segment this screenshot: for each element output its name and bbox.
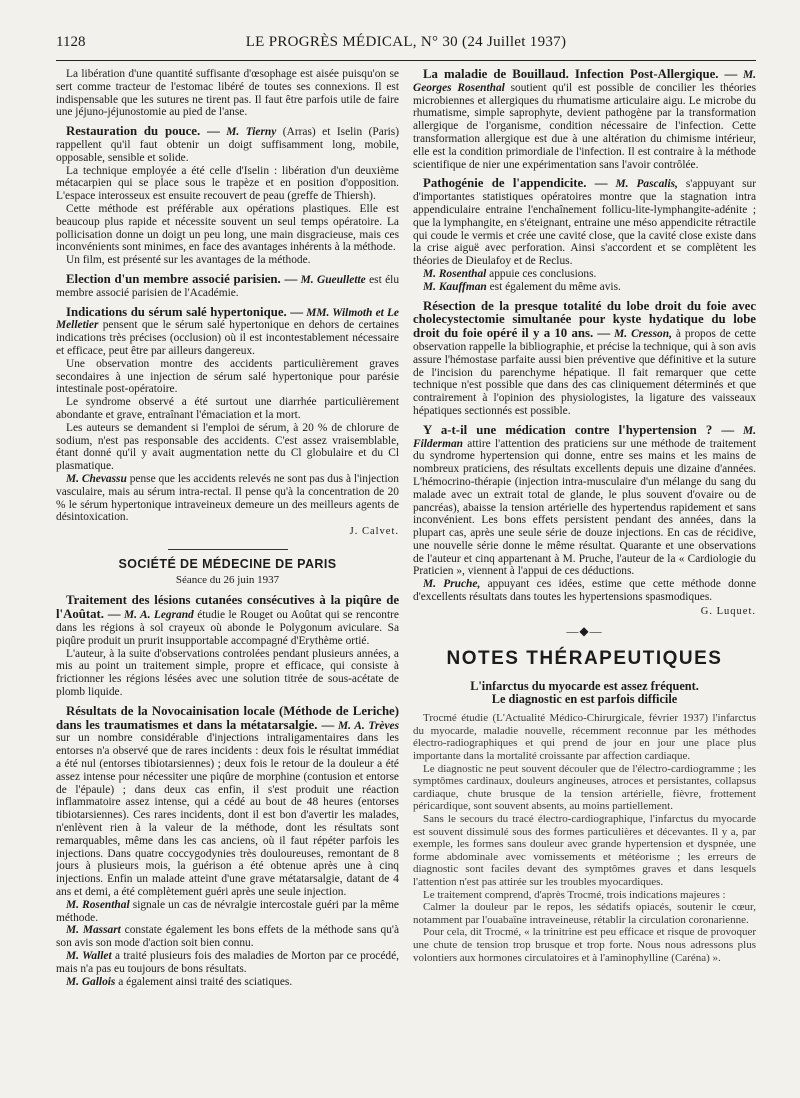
section-bouillaud [413, 68, 756, 171]
header-rule [56, 60, 756, 61]
paragraph: Les auteurs se demandent si l'emploi de sérum, à 20 % de chlorure de sodium, n'est pas responsable des accidents. C'est assez vraisemblable, étant donné qu'il y avait augmentation nette du Cl globulaire et du Cl plasmatique. [56, 421, 399, 473]
section-text: sur un nombre considérable d'injections intraligamentaires dans les entorses n'a observé que de rares incidents : deux fois le résultat immédiat a été nul (entorses tibiotarsiennes) ; deux fois le retour de la douleur a été assez intense pour nécessiter une piqûre de morphine (contusion et entorse de l'épaule) ; dans deux cas enfin, il s'est produit une réaction inflammatoire assez intense, qui a cédé au bout de 48 heures (entorses tibiotarsiennes). Ces rares incidents, dont il est bon d'avertir les malades, n'enlèvent rien à la valeur de la méthode, dont les résultats sont remarquables, même dans les cas anciens, où il faut répéter parfois les injections. Dans quatre coccygodynies très douloureuses, remontant de 8 jours à plusieurs mois, la guérison a été obtenue après une à cinq injections. Enfin un malade atteint d'une grave métatarsalgie, datant de 4 ans et demi, a été complètement guéri après une seule injection. [56, 732, 399, 899]
section-appendicite [413, 177, 756, 268]
author-names: M. Massart [66, 924, 121, 937]
section-title: Résultats de la Novocainisation locale (Méthode de Leriche) dans les traumatismes et dans la métatarsalgie. — [56, 703, 399, 732]
paragraph [56, 950, 399, 976]
paragraph: Pour cela, dit Trocmé, « la trinitrine est peu efficace et risque de provoquer une chute de tension trop brusque et trop forte. Nous nous adressons plus volontiers aux hormones circulatoires et à l'aminophylline (Caréna) ». [413, 926, 756, 964]
author-names: M. A. Legrand [124, 609, 194, 622]
paragraph: Le syndrome observé a été surtout une diarrhée particulièrement abondante et grave, entraînant l'émaciation et la mort. [56, 396, 399, 421]
author-names: M. Pascalis, [615, 178, 678, 191]
divider [168, 549, 288, 550]
right-column [413, 68, 756, 1092]
section-text: a traité plusieurs fois des maladies de Morton par ce procédé, mais n'a pas eu toujours de bons résultats. [56, 950, 399, 975]
paragraph [413, 268, 756, 281]
author-names: M. Rosenthal [423, 267, 487, 280]
two-column-body [56, 68, 756, 1092]
paragraph [413, 578, 756, 604]
notes-title: NOTES THÉRAPEUTIQUES [446, 648, 723, 670]
section-text: (Arras) et Iselin (Paris) rappellent qu'il faut obtenir un doigt suffisamment long, mobile, opposable, sensible et solide. [56, 126, 399, 164]
article-title-line: L'infarctus du myocarde est assez fréquent. [470, 679, 699, 694]
section-text: est également du même avis. [489, 280, 621, 293]
paragraph: Le traitement comprend, d'après Trocmé, trois indications majeures : [423, 888, 726, 901]
author-names: M. Gallois [66, 975, 116, 988]
left-column [56, 68, 399, 1092]
section-restauration-pouce [56, 125, 399, 164]
society-title: SOCIÉTÉ DE MÉDECINE DE PARIS [118, 556, 337, 571]
section-text: est élu membre associé parisien de l'Académie. [56, 273, 399, 299]
author-names: M. Cresson, [614, 328, 672, 341]
author-names: M. A. Trèves [338, 719, 399, 732]
session-date: Séance du 26 juin 1937 [175, 573, 280, 586]
paragraph [56, 899, 399, 925]
section-serum-sale [56, 306, 399, 358]
article-body [413, 712, 756, 964]
paragraph [56, 976, 399, 989]
author-names: M. Wallet [66, 950, 112, 962]
paragraph [56, 473, 399, 524]
ornament-divider: —◆— [566, 623, 603, 638]
author-names: M. Rosenthal [66, 898, 130, 911]
section-text: attire l'attention des praticiens sur une méthode de traitement du syndrome hypertension qui donne, entre ses mains et les mains de nombreux praticiens, des résultats excellents depuis une dizaine d'années. L'hémocrino-thérapie (injection intra-musculaire d'un mélange du sang du malade avec un extrait total de glande, le plus souvent d'ovaire ou de pancréas), abaisse la tension artérielle des hypertendus rapidement et sans inconvénient. Les bons effets persistent pendant des années, dans la plupart cas, après une seule série de douze injections. En cas de récidive, une nouvelle série donne le même résultat. Quarante et une observations de l'auteur et cinq appartenant à M. Pruche, l'auteur de la « Cardiologie du Praticien », viennent à l'appui de ces déductions. [413, 437, 756, 578]
section-text: signale un cas de névralgie intercostale guéri par la même méthode. [56, 898, 399, 924]
section-title: Election d'un membre associé parisien. — [66, 271, 298, 286]
section-election [56, 273, 399, 300]
article-title [413, 680, 756, 706]
paragraph: Cette méthode est préférable aux opérations plastiques. Elle est beaucoup plus rapide et nécessite souvent un seul temps opératoire. La pollicisation donne un doigt un peu long, une main disgracieuse, mais ces inconvénients sont minimes, en face des avantages inhérents à la méthode. [56, 202, 399, 254]
section-title: Traitement des lésions cutanées consécutives à la piqûre de l'Aoûtat. — [56, 593, 399, 622]
section-novocainisation [56, 705, 399, 899]
section-hypertension [413, 424, 756, 579]
section-aoutat [56, 594, 399, 647]
section-title: Restauration du pouce. — [66, 124, 220, 139]
author-names: M. Filderman [413, 424, 756, 450]
section-title: Indications du sérum salé hypertonique. — [66, 304, 304, 319]
author-names: M. Kauffman [423, 280, 487, 293]
running-header [56, 34, 756, 56]
author-names: M. Pruche, [423, 578, 481, 591]
author-names: M. Chevassu [66, 472, 127, 485]
paragraph: Une observation montre des accidents particulièrement graves secondaires à une injection de sérum salé hypertonique pour parésie intestinale post-opératoire. [56, 357, 399, 396]
paragraph: La technique employée a été celle d'Iselin : libération d'un deuxième métacarpien qui se place sous le trapèze et en position d'opposition. L'espace interosseux est ensuite recouvert de peau (greffe de Thiersh). [56, 164, 399, 203]
section-title: Y a-t-il une médication contre l'hypertension ? — [423, 422, 735, 437]
section-text: appuyant ces idées, estime que cette méthode donne d'excellents résultats dans toutes les hypertensions spasmodiques. [413, 578, 756, 604]
section-title: La maladie de Bouillaud. Infection Post-Allergique. — [423, 68, 738, 81]
section-text: à propos de cette observation rappelle la bibliographie, et précise la technique, qui à son avis assure l'hémostase parfaite aussi bien préventive que définitive et la suture de l'incision du parenchyme hépatique. Il fait remarquer que cette technique n'est possible que dans des cas cliniquement déterminés et que contrairement à l'opinion des physiologistes, la ligature des vaisseaux hépatiques sectionnés est possible. [413, 328, 756, 417]
paragraph: Trocmé étudie (L'Actualité Médico-Chirurgicale, février 1937) l'infarctus du myocarde, maladie nouvelle, récemment reconnue par les méthodes électro-radiographiques et qui prend de jour en jour une place plus importante dans la mortalité croissante par affection cardiaque. [413, 712, 756, 763]
paragraph: La libération d'une quantité suffisante d'œsophage est aisée puisqu'on se sert comme tracteur de l'estomac libéré de toutes ses connexions. Il est indispensable que les sutures ne tirent pas. Il faut être parfois utile de faire une jéjuno-jéjunostomie au pied de l'anse. [56, 68, 399, 119]
author-names: M. Georges Rosenthal [413, 69, 756, 94]
page-number: 1128 [56, 34, 86, 50]
section-text: pensent que le sérum salé hypertonique en dehors de certaines indications très précises (occlusion) où il est incontestablement nécessaire et efficace, peut être par ailleurs dangereux. [56, 319, 399, 357]
paragraph: Un film, est présenté sur les avantages de la méthode. [66, 254, 311, 267]
paragraph: Le diagnostic ne peut souvent découler que de l'électro-cardiogramme ; les symptômes cardinaux, douleurs angineuses, atroces et persistantes, collapsus cardiaque, chute brusque de la tension artérielle, fièvre, frottement péricardique, sont souvent absents, au moins partiellement. [413, 762, 756, 813]
section-text: s'appuyant sur d'importantes statistiques opératoires montre que la stagnation intra appendiculaire entraine l'enchaînement follicu-lite-lymphangite-adénite ; que la lymphangite, en s'éteignant, entraine une méso appendicite rétractile qui coude le vermis et crée une cavité close, que la cavité close existe dans la crise aiguë avec perforation. Ainsi s'accordent et se complètent les théories de Dieulafoy et de Reclus. [413, 178, 756, 268]
paragraph: L'auteur, à la suite d'observations controlées pendant plusieurs années, a mis au point un traitement simple, propre et efficace, qui consiste à frictionner les régions lésées avec une solution titrée de sous-acétate de plomb liquide. [56, 647, 399, 699]
paragraph: Calmer la douleur par le repos, les sédatifs opiacés, soutenir le cœur, notamment par l'ouabaïne intraveineuse, rétablir la circulation coronarienne. [413, 901, 756, 926]
signature: G. Luquet. [700, 605, 756, 617]
signature: J. Calvet. [349, 526, 399, 538]
section-title: Pathogénie de l'appendicite. — [423, 176, 608, 191]
paragraph: Sans le secours du tracé électro-cardiographique, l'infarctus du myocarde est souvent dissimulé sous des formes particulières et décevantes. Il y a, par exemple, les formes sans douleur avec grande hypertension et dyspnée, une forme abdominale avec vomissements et météorisme ; les erreurs de diagnostic sont faciles devant des symptômes graves et dans lesquels l'attention n'est pas attirée sur les troubles myocardiques. [413, 813, 756, 888]
section-text: a également ainsi traité des sciatiques. [118, 975, 293, 988]
author-names: M. Gueullette [300, 273, 366, 286]
section-text: appuie ces conclusions. [489, 267, 597, 280]
section-title: Résection de la presque totalité du lobe droit du foie avec cholecystectomie simultanée pour kyste hydatique du lobe droit du foie opéré il y a 10 ans. — [413, 298, 756, 341]
section-resection-foie [413, 300, 756, 418]
section-text: soutient qu'il est possible de concilier les théories microbiennes et allergiques du rhumatisme articulaire aigu. Le microbe du rhumatisme, simple saprophyte, devient pathogène par la transformation allergique de l'organisme, condition nécessaire de l'infection. Cette transformation allergique est due à une altération du chimisme intérieur, elle est la condition primordiale de l'infection. Il est contraire à la méthode scientifique de nier une expérimentation sans l'avoir contrôlée. [413, 81, 756, 171]
article-title-line: Le diagnostic en est parfois difficile [491, 692, 678, 707]
author-names: MM. Wilmoth et Le Melletier [56, 306, 399, 332]
journal-title: LE PROGRÈS MÉDICAL, N° 30 (24 Juillet 1937) [245, 34, 567, 50]
section-text: étudie le Rouget ou Aoûtat qui se rencontre dans les régions à sol crayeux où abonde le Polygonum aviculare. Sa piqûre produit un prurit insupportable accompagné d'Erythème ortié. [56, 609, 399, 647]
paragraph [56, 924, 399, 950]
section-text: pense que les accidents relevés ne sont pas dus à l'injection vasculaire, mais au sérum intra-rectal. Il pense qu'à la concentration de 20 % le sérum hypertonique intraveineux demeure un des meilleurs agents de désintoxication. [56, 472, 399, 524]
section-text: constate également les bons effets de la méthode sans qu'à son avis son mode d'action soit bien connu. [56, 924, 399, 950]
paragraph [413, 281, 756, 294]
author-names: M. Tierny [226, 126, 277, 139]
